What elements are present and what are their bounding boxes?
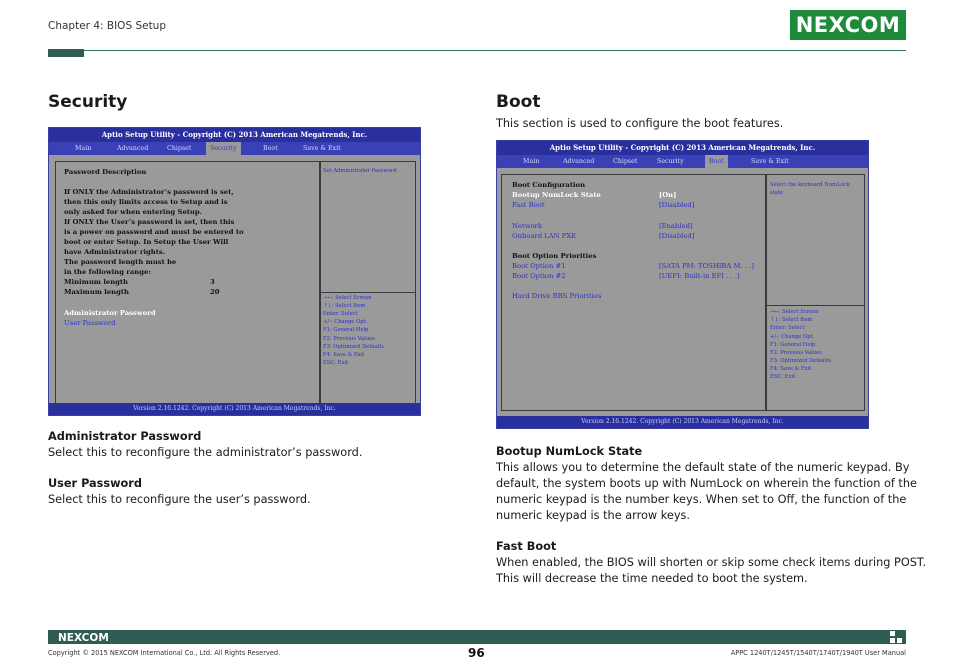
menu-advanced[interactable]: Advanced xyxy=(117,145,149,152)
maximum-length-label: Maximum length xyxy=(64,288,129,296)
administrator-password-item[interactable]: Administrator Password xyxy=(64,309,156,317)
key-hint: F3: Optimized Defaults xyxy=(770,358,831,364)
key-hint: F4: Save & Exit xyxy=(770,366,812,372)
bios-footer: Version 2.16.1242. Copyright (C) 2013 American Megatrends, Inc. xyxy=(497,416,868,428)
security-heading: Security xyxy=(48,92,128,112)
onboard-lan-pxe-label[interactable]: Onboard LAN PXE xyxy=(512,232,577,240)
menu-chipset[interactable]: Chipset xyxy=(167,145,192,152)
logo-text: NEXCOM xyxy=(795,13,901,37)
chapter-title: Chapter 4: BIOS Setup xyxy=(48,20,167,32)
description-line: then this only limits access to Setup and is xyxy=(64,198,228,206)
bios-menubar xyxy=(49,142,420,155)
description-line: in the following range: xyxy=(64,268,151,276)
bios-help-panel xyxy=(320,161,416,405)
help-text: Select the keyboard NumLock xyxy=(770,182,850,188)
menu-save-exit[interactable]: Save & Exit xyxy=(751,158,789,165)
footer-square-icon xyxy=(890,638,895,643)
onboard-lan-pxe-value[interactable]: [Disabled] xyxy=(659,232,695,240)
footer-bar xyxy=(48,630,906,644)
bootup-numlock-label[interactable]: Bootup NumLock State xyxy=(512,191,601,199)
user-password-title xyxy=(48,476,142,492)
bootup-numlock-title xyxy=(496,444,642,460)
key-hint: F4: Save & Exit xyxy=(323,352,365,358)
footer-square-icon xyxy=(890,631,895,636)
key-hint: F3: Optimized Defaults xyxy=(323,344,384,350)
help-text: Set Administrator Password xyxy=(323,168,397,174)
menu-boot[interactable]: Boot xyxy=(263,145,278,152)
key-hint: →←: Select Screen xyxy=(770,309,819,315)
minimum-length-value: 3 xyxy=(210,278,215,286)
bios-title: Aptio Setup Utility - Copyright (C) 2013 American Megatrends, Inc. xyxy=(49,128,420,142)
copyright-text: Copyright © 2015 NEXCOM International Co., Ltd. All Rights Reserved. xyxy=(48,649,281,657)
key-hint: Enter: Select xyxy=(770,325,805,331)
page-number: 96 xyxy=(468,646,485,660)
help-separator xyxy=(766,305,865,306)
key-hint: +/-: Change Opt. xyxy=(770,334,815,340)
bios-footer: Version 2.16.1242. Copyright (C) 2013 American Megatrends, Inc. xyxy=(49,403,420,415)
menu-boot[interactable]: Boot xyxy=(705,155,728,168)
description-line: is a power on password and must be entered to xyxy=(64,228,244,236)
bootup-numlock-desc-line: default, the system boots up with NumLock on wherein the function of the xyxy=(496,477,917,490)
footer-logo: NEXCOM xyxy=(58,632,109,644)
menu-save-exit[interactable]: Save & Exit xyxy=(303,145,341,152)
nexcom-logo xyxy=(790,10,906,40)
network-value[interactable]: [Enabled] xyxy=(659,222,693,230)
bios-title: Aptio Setup Utility - Copyright (C) 2013 American Megatrends, Inc. xyxy=(497,141,868,155)
key-hint: F1: General Help xyxy=(323,327,369,333)
bootup-numlock-desc-line: numeric keypad is the number keys. When set to Off, the function of the xyxy=(496,493,907,506)
help-text: state xyxy=(770,190,783,196)
boot-heading: Boot xyxy=(496,92,541,112)
menu-security[interactable]: Security xyxy=(206,142,241,155)
key-hint: F2: Previous Values xyxy=(323,336,375,342)
boot-option-2-label[interactable]: Boot Option #2 xyxy=(512,272,566,280)
key-hint: ↑↓: Select Item xyxy=(323,303,366,309)
key-hint: ESC: Exit xyxy=(323,360,349,366)
menu-security[interactable]: Security xyxy=(657,158,684,165)
description-line: only asked for when entering Setup. xyxy=(64,208,202,216)
boot-option-1-value[interactable]: [SATA PM: TOSHIBA M. . .] xyxy=(659,262,754,270)
description-line: If ONLY the Administrator’s password is set, xyxy=(64,188,234,196)
minimum-length-label: Minimum length xyxy=(64,278,129,286)
fast-boot-label[interactable]: Fast Boot xyxy=(512,201,545,209)
boot-intro: This section is used to configure the boot features. xyxy=(496,117,784,130)
password-description-title: Password Description xyxy=(64,168,147,176)
bootup-numlock-desc-line: This allows you to determine the default state of the numeric keypad. By xyxy=(496,461,910,474)
administrator-password-desc: Select this to reconfigure the administrator’s password. xyxy=(48,446,363,459)
description-line: boot or enter Setup. In Setup the User Will xyxy=(64,238,229,246)
header-rule-accent xyxy=(48,49,84,57)
help-separator xyxy=(320,292,416,293)
boot-option-2-value[interactable]: [UEFI: Built-in EFI . . .] xyxy=(659,272,740,280)
bootup-numlock-desc-line: numeric keypad is the arrow keys. xyxy=(496,509,690,522)
boot-option-priorities-title: Boot Option Priorities xyxy=(512,252,597,260)
fast-boot-title-text: Fast Boot xyxy=(496,540,557,553)
fast-boot-value[interactable]: [Disabled] xyxy=(659,201,695,209)
key-hint: +/-: Change Opt. xyxy=(323,319,368,325)
header-rule xyxy=(48,50,906,51)
key-hint: ESC: Exit xyxy=(770,374,796,380)
key-hint: F2: Previous Values xyxy=(770,350,822,356)
key-hint: →←: Select Screen xyxy=(323,295,372,301)
description-line: If ONLY the User’s password is set, then this xyxy=(64,218,235,226)
menu-advanced[interactable]: Advanced xyxy=(563,158,595,165)
user-password-desc: Select this to reconfigure the user’s password. xyxy=(48,493,311,506)
menu-main[interactable]: Main xyxy=(523,158,540,165)
boot-configuration-title: Boot Configuration xyxy=(512,181,586,189)
boot-option-1-label[interactable]: Boot Option #1 xyxy=(512,262,566,270)
key-hint: ↑↓: Select Item xyxy=(770,317,813,323)
bootup-numlock-title-text: Bootup NumLock State xyxy=(496,445,643,458)
user-password-item[interactable]: User Password xyxy=(64,319,116,327)
menu-main[interactable]: Main xyxy=(75,145,92,152)
description-line: The password length must be xyxy=(64,258,177,266)
maximum-length-value: 20 xyxy=(210,288,220,296)
manual-title: APPC 1240T/1245T/1540T/1740T/1940T User Manual xyxy=(730,649,906,657)
network-label[interactable]: Network xyxy=(512,222,542,230)
user-password-title-text: User Password xyxy=(48,477,142,490)
menu-chipset[interactable]: Chipset xyxy=(613,158,638,165)
fast-boot-desc-line: This will decrease the time needed to boot the system. xyxy=(496,572,808,585)
boot-bios-screen xyxy=(496,140,869,429)
key-hint: F1: General Help xyxy=(770,342,816,348)
key-hint: Enter: Select xyxy=(323,311,358,317)
security-bios-screen xyxy=(48,127,421,416)
hard-drive-bbs-priorities[interactable]: Hard Drive BBS Priorities xyxy=(512,292,602,300)
description-line: have Administrator rights. xyxy=(64,248,166,256)
footer-square-icon xyxy=(897,638,902,643)
administrator-password-title-text: Administrator Password xyxy=(48,430,202,443)
fast-boot-desc-line: When enabled, the BIOS will shorten or skip some check items during POST. xyxy=(496,556,927,569)
bootup-numlock-value[interactable]: [On] xyxy=(659,191,677,199)
fast-boot-title xyxy=(496,539,556,555)
bios-menubar xyxy=(497,155,868,168)
administrator-password-title xyxy=(48,429,201,445)
